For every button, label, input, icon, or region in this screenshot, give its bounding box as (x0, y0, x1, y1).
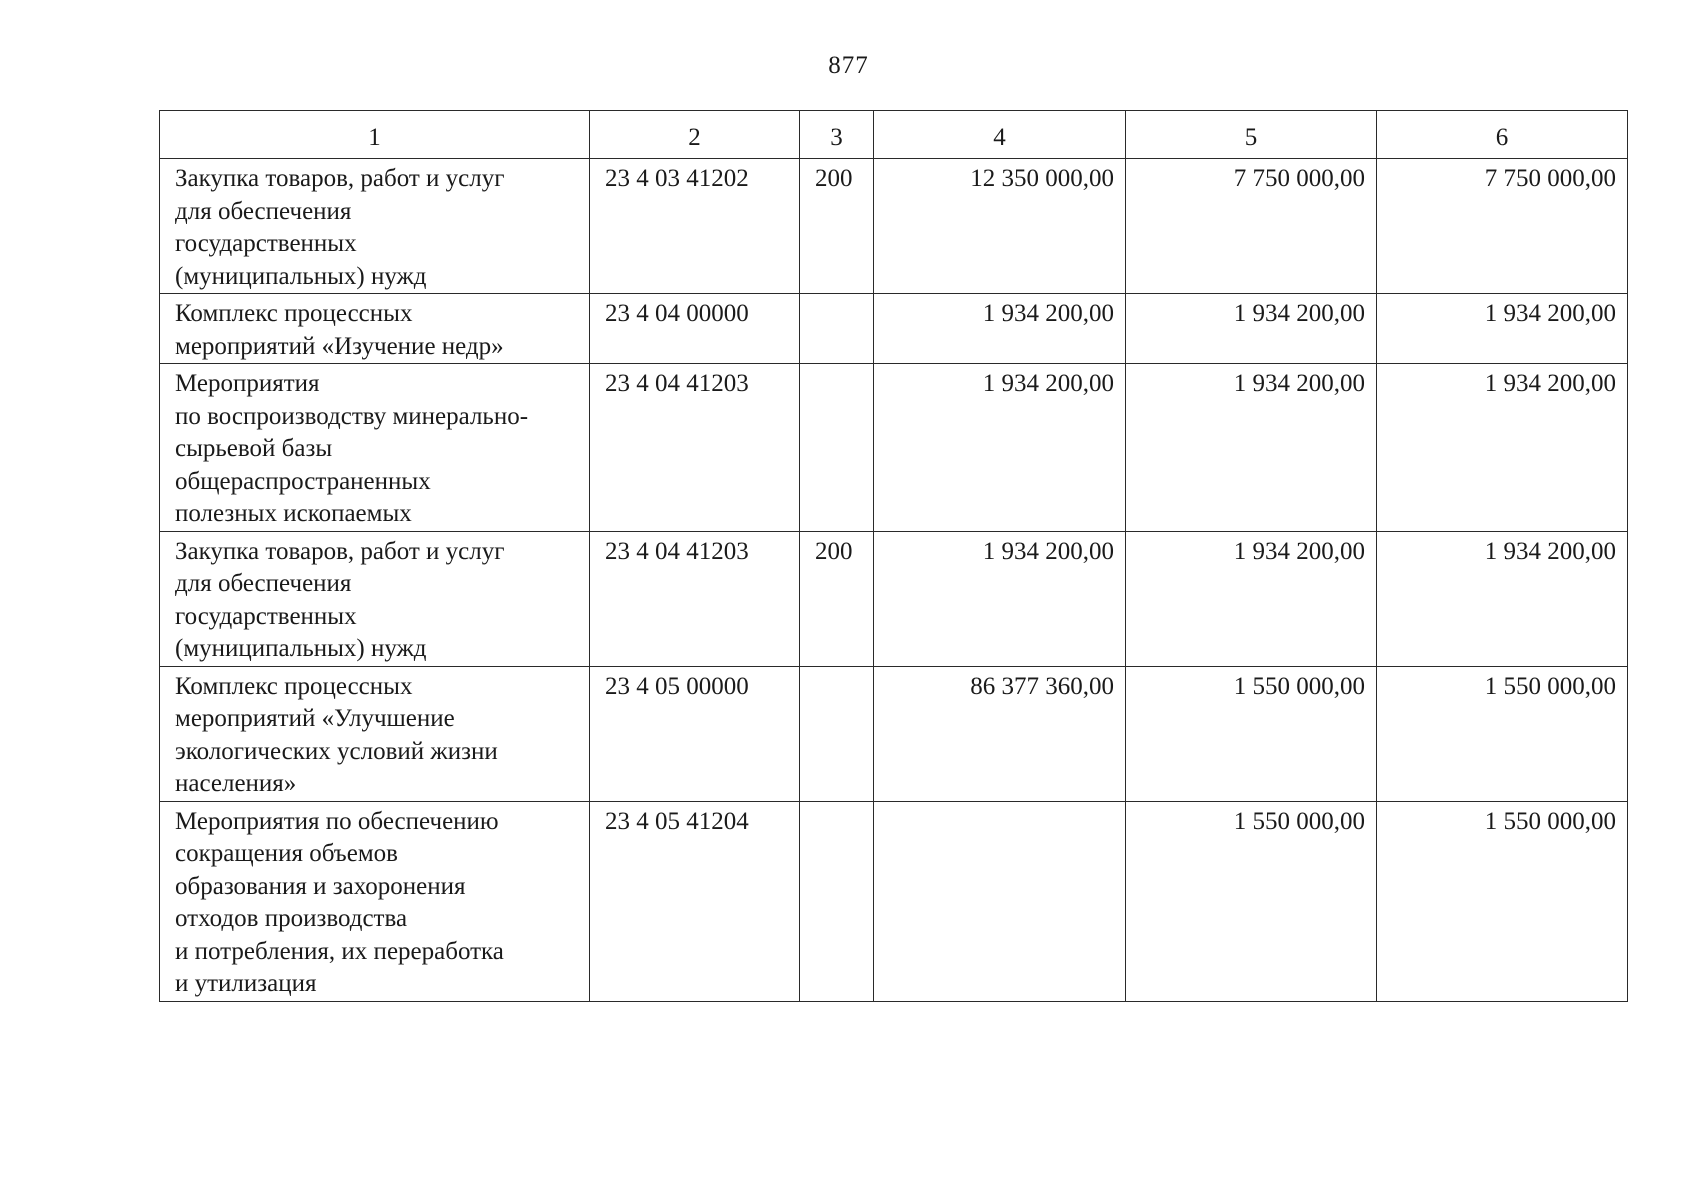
row-value-5-cell: 1 550 000,00 (1126, 666, 1377, 801)
row-name-line: (муниципальных) нужд (175, 262, 427, 290)
row-name-line: для обеспечения (175, 197, 352, 225)
row-name-line: экологических условий жизни (175, 737, 498, 765)
table-row (160, 159, 1628, 294)
row-type-cell: 200 (800, 159, 874, 294)
row-name-line: образования и захоронения (175, 872, 466, 900)
table-row (160, 666, 1628, 801)
row-name-line: полезных ископаемых (175, 500, 412, 527)
row-name-line: и утилизация (175, 970, 317, 997)
table-row (160, 801, 1628, 1001)
row-value-6-cell: 7 750 000,00 (1377, 159, 1628, 294)
row-name-line: населения» (175, 770, 297, 797)
row-code-cell: 23 4 04 41203 (590, 364, 800, 532)
row-value-6-cell: 1 550 000,00 (1377, 666, 1628, 801)
row-value-6-cell: 1 934 200,00 (1377, 531, 1628, 666)
row-type-cell: 200 (800, 531, 874, 666)
row-value-4-cell: 1 934 200,00 (874, 531, 1126, 666)
row-value-6-cell: 1 934 200,00 (1377, 364, 1628, 532)
row-code-cell: 23 4 03 41202 (590, 159, 800, 294)
row-name-cell (160, 294, 590, 364)
row-type-cell (800, 801, 874, 1001)
row-name-line: Мероприятия (175, 370, 320, 397)
budget-table (159, 110, 1628, 1002)
row-name-line: сокращения объемов (175, 840, 398, 867)
row-name-line: Комплекс процессных (175, 672, 413, 700)
row-value-5-cell: 1 934 200,00 (1126, 364, 1377, 532)
table-row (160, 294, 1628, 364)
row-value-4-cell (874, 801, 1126, 1001)
row-name-line: государственных (175, 602, 357, 630)
row-type-cell (800, 294, 874, 364)
row-name-cell (160, 666, 590, 801)
row-type-cell (800, 364, 874, 532)
page-number: 877 (828, 52, 869, 79)
row-value-5-cell: 1 934 200,00 (1126, 294, 1377, 364)
row-code-cell: 23 4 04 00000 (590, 294, 800, 364)
table-row (160, 364, 1628, 532)
row-value-4-cell: 1 934 200,00 (874, 364, 1126, 532)
row-value-5-cell: 7 750 000,00 (1126, 159, 1377, 294)
row-name-line: Мероприятия по обеспечению (175, 807, 499, 835)
table-header-row (160, 111, 1628, 159)
row-value-4-cell: 12 350 000,00 (874, 159, 1126, 294)
row-name-line: отходов производства (175, 905, 408, 932)
row-code-cell: 23 4 05 00000 (590, 666, 800, 801)
row-type-cell (800, 666, 874, 801)
row-value-4-cell: 1 934 200,00 (874, 294, 1126, 364)
column-header-5: 5 (1126, 111, 1377, 159)
row-name-line: для обеспечения (175, 570, 352, 597)
column-header-2: 2 (590, 111, 800, 159)
row-name-cell (160, 364, 590, 532)
row-name-line: Закупка товаров, работ и услуг (175, 537, 505, 565)
row-name-line: сырьевой базы (175, 435, 333, 462)
row-name-line: (муниципальных) нужд (175, 635, 427, 662)
column-header-4: 4 (874, 111, 1126, 159)
row-name-cell (160, 159, 590, 294)
row-value-4-cell: 86 377 360,00 (874, 666, 1126, 801)
row-name-line: Комплекс процессных (175, 300, 413, 327)
column-header-1: 1 (160, 111, 590, 159)
row-name-line: по воспроизводству минерально- (175, 402, 529, 430)
row-name-line: Закупка товаров, работ и услуг (175, 165, 505, 192)
row-code-cell: 23 4 05 41204 (590, 801, 800, 1001)
row-name-line: мероприятий «Улучшение (175, 705, 455, 732)
row-name-line: мероприятий «Изучение недр» (175, 332, 504, 360)
row-value-6-cell: 1 934 200,00 (1377, 294, 1628, 364)
table-row (160, 531, 1628, 666)
column-header-3: 3 (800, 111, 874, 159)
row-value-6-cell: 1 550 000,00 (1377, 801, 1628, 1001)
row-name-line: общераспространенных (175, 467, 431, 495)
row-name-cell (160, 801, 590, 1001)
row-value-5-cell: 1 934 200,00 (1126, 531, 1377, 666)
row-name-cell (160, 531, 590, 666)
column-header-6: 6 (1377, 111, 1628, 159)
row-name-line: государственных (175, 230, 357, 257)
row-value-5-cell: 1 550 000,00 (1126, 801, 1377, 1001)
row-code-cell: 23 4 04 41203 (590, 531, 800, 666)
row-name-line: и потребления, их переработка (175, 937, 504, 965)
